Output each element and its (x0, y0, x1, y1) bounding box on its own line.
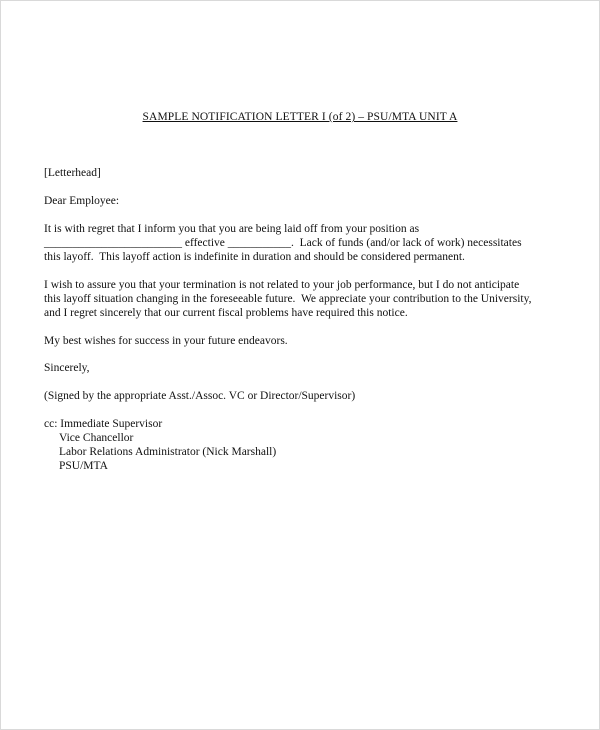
document-title: SAMPLE NOTIFICATION LETTER I (of 2) – PSU/MTA UNIT A (142, 111, 458, 123)
salutation: Dear Employee: (44, 195, 120, 207)
paragraph-2-line-2: this layoff situation changing in the foreseeable future. We appreciate your contribution to the University, (44, 293, 532, 305)
letterhead-placeholder: [Letterhead] (44, 167, 101, 179)
cc-item: Labor Relations Administrator (Nick Marshall) (59, 446, 277, 458)
paragraph-1-line-2: ________________________ effective ___________. Lack of funds (and/or lack of work) necessitates (44, 237, 522, 249)
closing: Sincerely, (44, 362, 90, 374)
paragraph-1-line-1: It is with regret that I inform you that you are being laid off from your position as (44, 223, 420, 235)
cc-label: cc: Immediate Supervisor (44, 418, 163, 430)
cc-item: PSU/MTA (59, 460, 108, 472)
cc-item: Vice Chancellor (59, 432, 134, 444)
paragraph-3: My best wishes for success in your future endeavors. (44, 335, 288, 347)
signature-note: (Signed by the appropriate Asst./Assoc. VC or Director/Supervisor) (44, 390, 356, 402)
paragraph-2-line-3: and I regret sincerely that our current fiscal problems have required this notice. (44, 307, 408, 319)
paragraph-2-line-1: I wish to assure you that your termination is not related to your job performance, but I do not anticipate (44, 279, 520, 291)
paragraph-1-line-3: this layoff. This layoff action is indefinite in duration and should be considered permanent. (44, 251, 465, 263)
